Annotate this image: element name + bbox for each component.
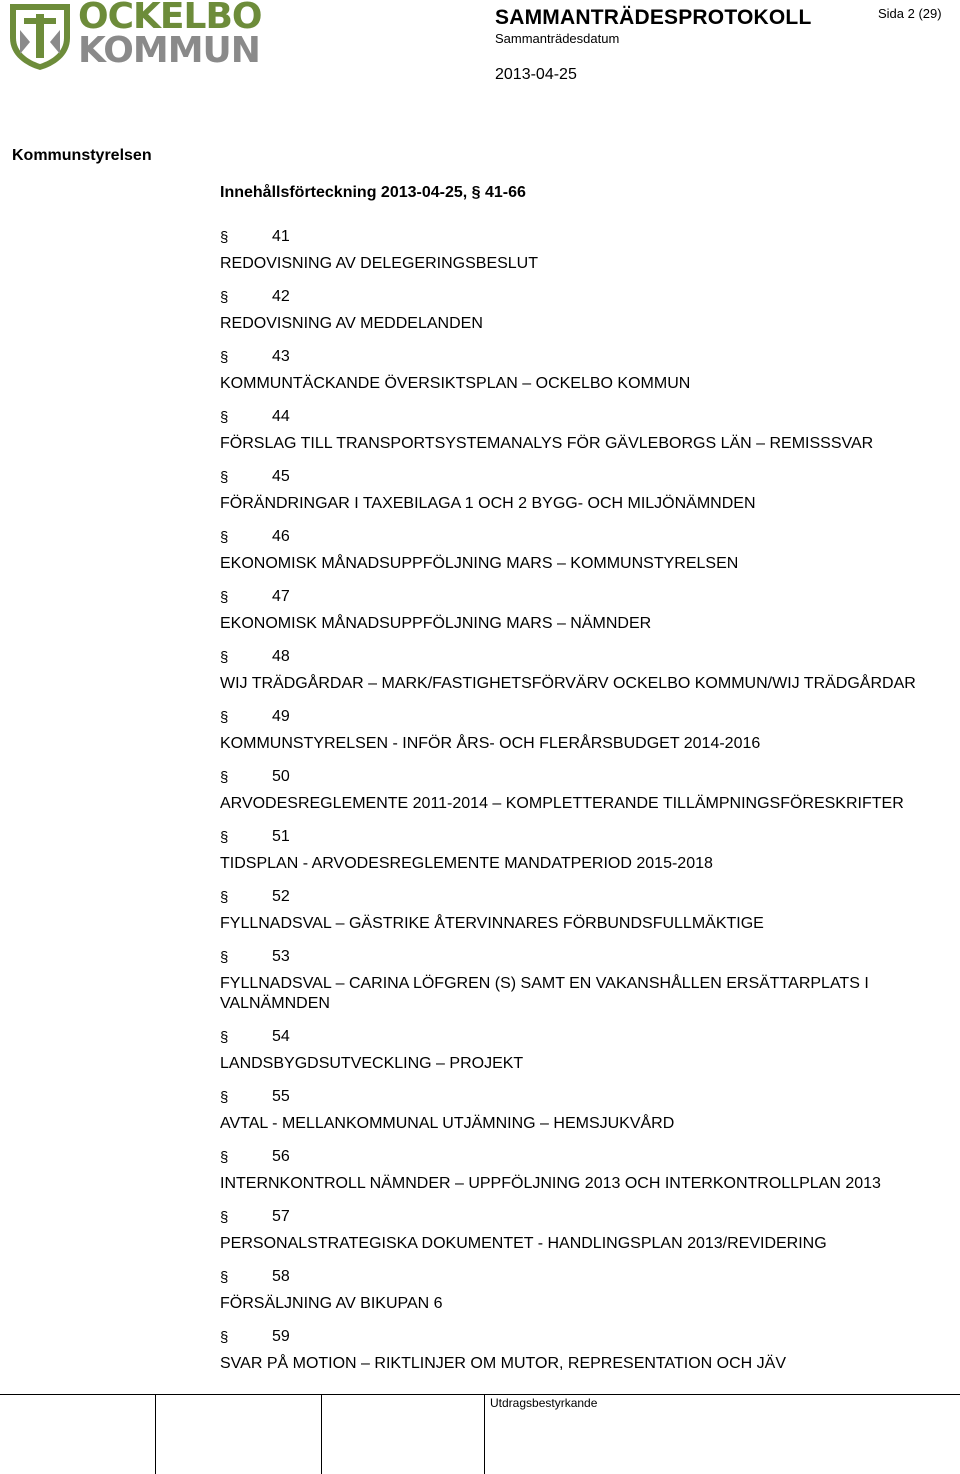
toc-entry-title: TIDSPLAN - ARVODESREGLEMENTE MANDATPERIOD 2015-2018 xyxy=(220,855,713,872)
toc-entry-title: ARVODESREGLEMENTE 2011-2014 – KOMPLETTERANDE TILLÄMPNINGSFÖRESKRIFTER xyxy=(220,795,904,812)
toc-entry xyxy=(220,882,955,942)
toc-entry xyxy=(220,582,955,642)
toc-entry-number: 43 xyxy=(272,348,290,365)
toc-entry xyxy=(220,522,955,582)
toc-entry-number-row xyxy=(220,1022,955,1052)
toc-entry xyxy=(220,462,955,522)
toc-entry-number: 42 xyxy=(272,288,290,305)
toc-entry xyxy=(220,1082,955,1142)
page-number: Sida 2 (29) xyxy=(878,6,942,21)
toc-entry xyxy=(220,1202,955,1262)
toc-entry-number-row xyxy=(220,462,955,492)
footer-signature-table xyxy=(0,1394,960,1474)
paragraph-icon: § xyxy=(220,588,229,606)
paragraph-icon: § xyxy=(220,1028,229,1046)
toc-entry-number-row xyxy=(220,822,955,852)
toc-entry-title: SVAR PÅ MOTION – RIKTLINJER OM MUTOR, REPRESENTATION OCH JÄV xyxy=(220,1355,786,1372)
toc-entry-number: 48 xyxy=(272,648,290,665)
meeting-date-label: Sammanträdesdatum xyxy=(495,31,620,46)
paragraph-icon: § xyxy=(220,768,229,786)
toc-entry-number: 45 xyxy=(272,468,290,485)
toc-entry-number: 46 xyxy=(272,528,290,545)
meeting-date-value: 2013-04-25 xyxy=(495,66,577,83)
toc-entry-title: FÖRSÄLJNING AV BIKUPAN 6 xyxy=(220,1295,443,1312)
paragraph-icon: § xyxy=(220,828,229,846)
toc-title: Innehållsförteckning 2013-04-25, § 41-66 xyxy=(220,184,526,201)
toc-entry-number: 58 xyxy=(272,1268,290,1285)
logo-text-line2: KOMMUN xyxy=(78,30,260,71)
toc-entry-number-row xyxy=(220,942,955,972)
toc-entry-title: WIJ TRÄDGÅRDAR – MARK/FASTIGHETSFÖRVÄRV OCKELBO KOMMUN/WIJ TRÄDGÅRDAR xyxy=(220,675,916,692)
toc-entry-number: 52 xyxy=(272,888,290,905)
toc-entry-number: 55 xyxy=(272,1088,290,1105)
toc-entry-number: 49 xyxy=(272,708,290,725)
toc-entry xyxy=(220,702,955,762)
municipality-logo xyxy=(8,0,262,72)
toc-entry-number: 56 xyxy=(272,1148,290,1165)
toc-entry-title: FÖRSLAG TILL TRANSPORTSYSTEMANALYS FÖR GÄVLEBORGS LÄN – REMISSSVAR xyxy=(220,435,874,452)
toc-entry-number-row xyxy=(220,1322,955,1352)
paragraph-icon: § xyxy=(220,1208,229,1226)
paragraph-icon: § xyxy=(220,468,229,486)
toc-entry-number: 41 xyxy=(272,228,290,245)
toc-entry-number: 50 xyxy=(272,768,290,785)
signature-cell xyxy=(484,1394,485,1474)
toc-entry-number: 57 xyxy=(272,1208,290,1225)
toc-entry-title: AVTAL - MELLANKOMMUNAL UTJÄMNING – HEMSJUKVÅRD xyxy=(220,1115,675,1132)
paragraph-icon: § xyxy=(220,528,229,546)
toc-entry xyxy=(220,342,955,402)
toc-entry-title: EKONOMISK MÅNADSUPPFÖLJNING MARS – NÄMNDER xyxy=(220,615,652,632)
signature-cell xyxy=(321,1394,322,1474)
toc-entry-title: FYLLNADSVAL – CARINA LÖFGREN (S) SAMT EN VAKANSHÅLLEN ERSÄTTARPLATS I VALNÄMNDEN xyxy=(220,975,869,1012)
toc-entry-number-row xyxy=(220,642,955,672)
toc-entry-number-row xyxy=(220,582,955,612)
toc-entry-title: LANDSBYGDSUTVECKLING – PROJEKT xyxy=(220,1055,524,1072)
logo-text-line1: OCKELBO xyxy=(78,0,262,37)
paragraph-icon: § xyxy=(220,1088,229,1106)
toc-list xyxy=(220,222,955,1382)
toc-entry-number-row xyxy=(220,702,955,732)
toc-entry-title: EKONOMISK MÅNADSUPPFÖLJNING MARS – KOMMUNSTYRELSEN xyxy=(220,555,739,572)
toc-entry-number-row xyxy=(220,222,955,252)
toc-entry xyxy=(220,1022,955,1082)
toc-entry-title: FYLLNADSVAL – GÄSTRIKE ÅTERVINNARES FÖRBUNDSFULLMÄKTIGE xyxy=(220,915,764,932)
toc-entry-number-row xyxy=(220,1202,955,1232)
paragraph-icon: § xyxy=(220,408,229,426)
toc-entry-number-row xyxy=(220,1142,955,1172)
organization-name: Kommunstyrelsen xyxy=(12,147,152,164)
coat-of-arms-icon xyxy=(8,0,72,70)
toc-entry-title: FÖRÄNDRINGAR I TAXEBILAGA 1 OCH 2 BYGG- OCH MILJÖNÄMNDEN xyxy=(220,495,756,512)
footer-top-rule xyxy=(0,1394,960,1395)
toc-entry-number-row xyxy=(220,342,955,372)
toc-entry-title: REDOVISNING AV MEDDELANDEN xyxy=(220,315,483,332)
toc-entry-number: 51 xyxy=(272,828,290,845)
paragraph-icon: § xyxy=(220,948,229,966)
toc-entry-title: INTERNKONTROLL NÄMNDER – UPPFÖLJNING 2013 OCH INTERKONTROLLPLAN 2013 xyxy=(220,1175,881,1192)
toc-entry-number-row xyxy=(220,1082,955,1112)
paragraph-icon: § xyxy=(220,888,229,906)
toc-entry-title: KOMMUNTÄCKANDE ÖVERSIKTSPLAN – OCKELBO KOMMUN xyxy=(220,375,691,392)
toc-entry xyxy=(220,1142,955,1202)
document-title: SAMMANTRÄDESPROTOKOLL xyxy=(495,6,812,29)
toc-entry-number-row xyxy=(220,1262,955,1292)
toc-entry-number-row xyxy=(220,522,955,552)
toc-entry xyxy=(220,282,955,342)
toc-entry-number: 47 xyxy=(272,588,290,605)
paragraph-icon: § xyxy=(220,1328,229,1346)
toc-entry xyxy=(220,222,955,282)
toc-entry-title: REDOVISNING AV DELEGERINGSBESLUT xyxy=(220,255,539,272)
toc-entry-number: 53 xyxy=(272,948,290,965)
paragraph-icon: § xyxy=(220,1268,229,1286)
toc-entry-number: 44 xyxy=(272,408,290,425)
certification-label: Utdragsbestyrkande xyxy=(490,1396,598,1410)
toc-entry-title: PERSONALSTRATEGISKA DOKUMENTET - HANDLINGSPLAN 2013/REVIDERING xyxy=(220,1235,827,1252)
toc-entry-number-row xyxy=(220,882,955,912)
toc-entry xyxy=(220,402,955,462)
toc-entry xyxy=(220,942,955,1022)
toc-entry-number-row xyxy=(220,762,955,792)
paragraph-icon: § xyxy=(220,1148,229,1166)
toc-entry xyxy=(220,822,955,882)
toc-entry-number: 54 xyxy=(272,1028,290,1045)
paragraph-icon: § xyxy=(220,648,229,666)
toc-entry xyxy=(220,642,955,702)
signature-cell xyxy=(155,1394,156,1474)
toc-entry-number: 59 xyxy=(272,1328,290,1345)
toc-entry-number-row xyxy=(220,282,955,312)
paragraph-icon: § xyxy=(220,708,229,726)
toc-entry xyxy=(220,1322,955,1382)
toc-entry xyxy=(220,1262,955,1322)
paragraph-icon: § xyxy=(220,288,229,306)
toc-entry xyxy=(220,762,955,822)
paragraph-icon: § xyxy=(220,228,229,246)
paragraph-icon: § xyxy=(220,348,229,366)
toc-entry-title: KOMMUNSTYRELSEN - INFÖR ÅRS- OCH FLERÅRSBUDGET 2014-2016 xyxy=(220,735,761,752)
toc-entry-number-row xyxy=(220,402,955,432)
